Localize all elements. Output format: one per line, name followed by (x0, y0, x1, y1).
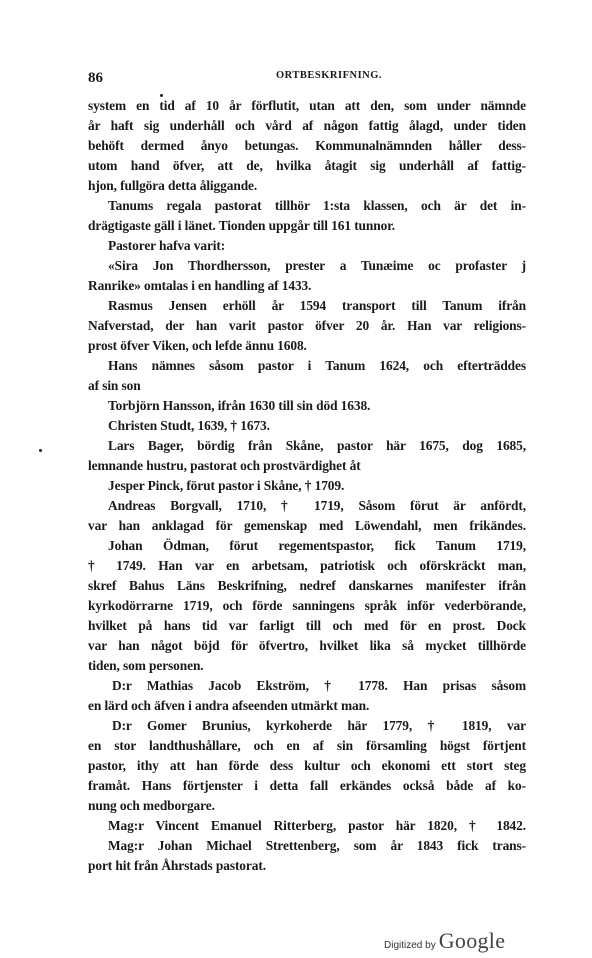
text-line: lemnande hustru, pastorat och prostvärdighet åt (88, 458, 361, 473)
text-line: prost öfver Viken, och lefde ännu 1608. (88, 338, 307, 353)
text-line: Andreas Borgvall, 1710, † 1719, Såsom förut är anfördt, (108, 498, 526, 513)
text-line: Ranrike» omtalas i en handling af 1433. (88, 278, 312, 293)
text-line: af sin son (88, 378, 141, 393)
text-line: «Sira Jon Thordhersson, prester a Tunæime oc profaster j (108, 258, 526, 273)
text-line: † 1749. Han var en arbetsam, patriotisk och oförskräckt man, (88, 558, 526, 573)
text-line: tiden, som personen. (88, 658, 204, 673)
text-line: var han anklagad för gemenskap med Löwendahl, men frikändes. (88, 518, 526, 533)
text-line: framåt. Hans förtjenster i detta fall erkändes också både af ko- (88, 778, 526, 793)
text-line: en stor landthushållare, och en af sin församling högst förtjent (88, 738, 526, 753)
running-head: ORTBESKRIFNING. (276, 70, 383, 81)
text-line: kyrkodörrarne 1719, och förde sanningens språk inför vederbörande, (88, 598, 526, 613)
text-line: Mag:r Johan Michael Strettenberg, som år 1843 fick trans- (108, 838, 526, 853)
margin-mark (39, 449, 42, 452)
text-line: Hans nämnes såsom pastor i Tanum 1624, och efterträddes (108, 358, 526, 373)
text-line: Christen Studt, 1639, † 1673. (108, 418, 270, 433)
text-line: pastor, ithy att han förde dess kultur och ekonomi ett stort steg (88, 758, 526, 773)
text-line: D:r Mathias Jacob Ekström, † 1778. Han prisas såsom (112, 678, 526, 693)
text-line: Nafverstad, der han varit pastor öfver 20 år. Han var religions- (88, 318, 526, 333)
text-line: Tanums regala pastorat tillhör 1:sta klassen, och är det in- (108, 198, 526, 213)
text-line: D:r Gomer Brunius, kyrkoherde här 1779, † 1819, var (112, 718, 526, 733)
text-line: Lars Bager, bördig från Skåne, pastor här 1675, dog 1685, (108, 438, 526, 453)
text-line: port hit från Åhrstads pastorat. (88, 858, 266, 873)
page-body (88, 96, 526, 876)
text-line: drägtigaste gäll i länet. Tionden uppgår till 161 tunnor. (88, 218, 396, 233)
text-line: skref Bahus Läns Beskrifning, nedref danskarnes manifester ifrån (88, 578, 526, 593)
google-logo: Google (438, 928, 506, 953)
text-line: Torbjörn Hansson, ifrån 1630 till sin död 1638. (108, 398, 371, 413)
text-line: Jesper Pinck, förut pastor i Skåne, † 1709. (108, 478, 345, 493)
page-number: 86 (88, 70, 103, 86)
text-line: Mag:r Vincent Emanuel Ritterberg, pastor här 1820, † 1842. (108, 818, 526, 833)
text-line: år haft sig underhåll och vård af någon fattig ålagd, under tiden (88, 118, 526, 133)
text-line: hvilket på hans tid var farligt till och med för en prost. Dock (88, 618, 526, 633)
text-line: Rasmus Jensen erhöll år 1594 transport till Tanum ifrån (108, 298, 526, 313)
text-line: Pastorer hafva varit: (108, 238, 226, 253)
text-line: system en tid af 10 år förflutit, utan att den, som under nämnde (88, 98, 526, 113)
text-line: var han något böjd för öfvertro, hvilket lika så mycket tillhörde (88, 638, 526, 653)
text-line: behöft dermed ånyo betungas. Kommunalnämnden håller dess- (88, 138, 526, 153)
text-line: nung och medborgare. (88, 798, 215, 813)
digitization-watermark (384, 928, 505, 956)
digitized-by-label: Digitized by (384, 940, 436, 951)
text-line: utom hand öfver, att de, hvilka åtagit sig underhåll af fattig- (88, 158, 526, 173)
text-line: Johan Ödman, förut regementspastor, fick Tanum 1719, (108, 538, 526, 553)
text-line: hjon, fullgöra detta åliggande. (88, 178, 258, 193)
text-line: en lärd och äfven i andra afseenden utmärkt man. (88, 698, 370, 713)
